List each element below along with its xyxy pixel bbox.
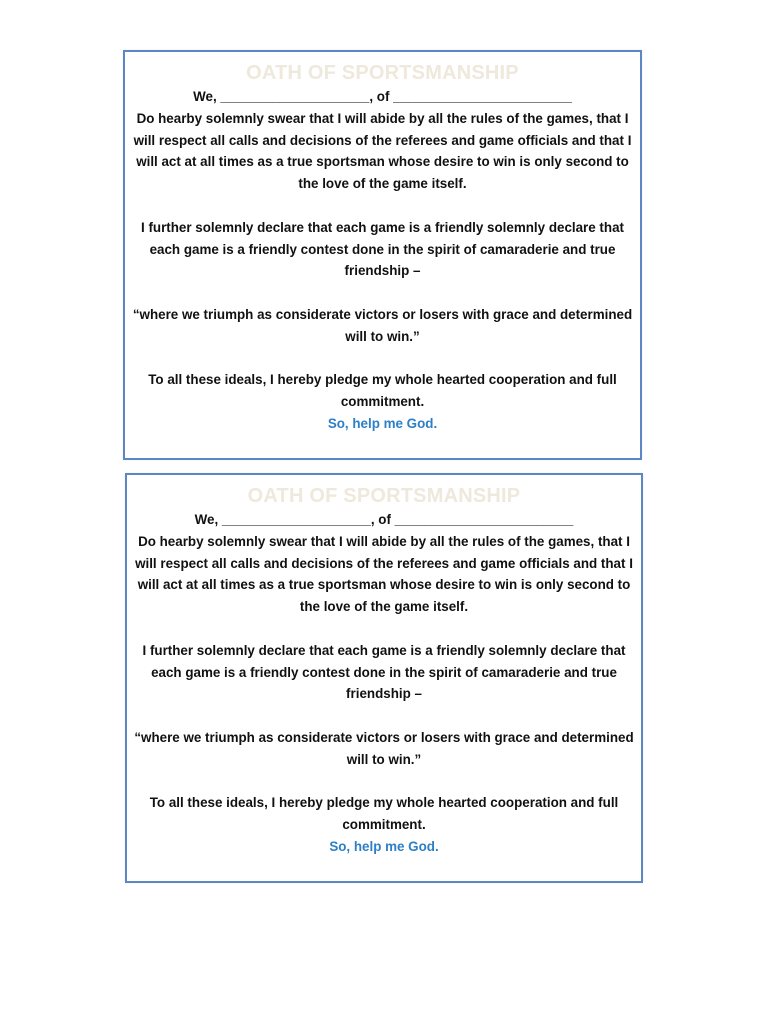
oath-pledge: To all these ideals, I hereby pledge my whole hearted cooperation and full commitment.: [149, 795, 619, 833]
oath-paragraph-friendship: I further solemnly declare that each game is a friendly solemnly declare that each game is a friendly contest done in the spirit of camaraderie and true friendship –: [142, 642, 626, 702]
name-blank-line: We, ____________________, of ________________________: [194, 512, 574, 527]
oath-paragraph-rules: Do hearby solemnly swear that I will abide by all the rules of the games, that I will respect all calls and decisions of the referees and game officials and that I will act at all times as a true sportsman whose desire to win is only second to the love of the game itself.: [135, 533, 633, 615]
oath-pledge: To all these ideals, I hereby pledge my whole hearted cooperation and full commitment.: [148, 372, 617, 410]
oath-quote: “where we triumph as considerate victors or losers with grace and determined will to win.”: [132, 306, 633, 344]
oath-paragraph-rules: Do hearby solemnly swear that I will abide by all the rules of the games, that I will respect all calls and decisions of the referees and game officials and that I will act at all times as a true sportsman whose desire to win is only second to the love of the game itself.: [133, 110, 632, 192]
oath-quote: “where we triumph as considerate victors or losers with grace and determined will to win.”: [134, 729, 634, 767]
oath-title: OATH OF SPORTSMANSHIP: [247, 485, 521, 507]
oath-title: OATH OF SPORTSMANSHIP: [246, 62, 519, 84]
oath-closing: So, help me God.: [329, 838, 439, 854]
oath-closing: So, help me God.: [327, 415, 438, 431]
oath-card-1: [123, 50, 642, 460]
oath-card-2: [125, 473, 643, 883]
oath-paragraph-friendship: I further solemnly declare that each game is a friendly solemnly declare that each game is a friendly contest done in the spirit of camaraderie and true friendship –: [141, 219, 624, 279]
name-blank-line: We, ____________________, of ________________________: [193, 89, 572, 104]
